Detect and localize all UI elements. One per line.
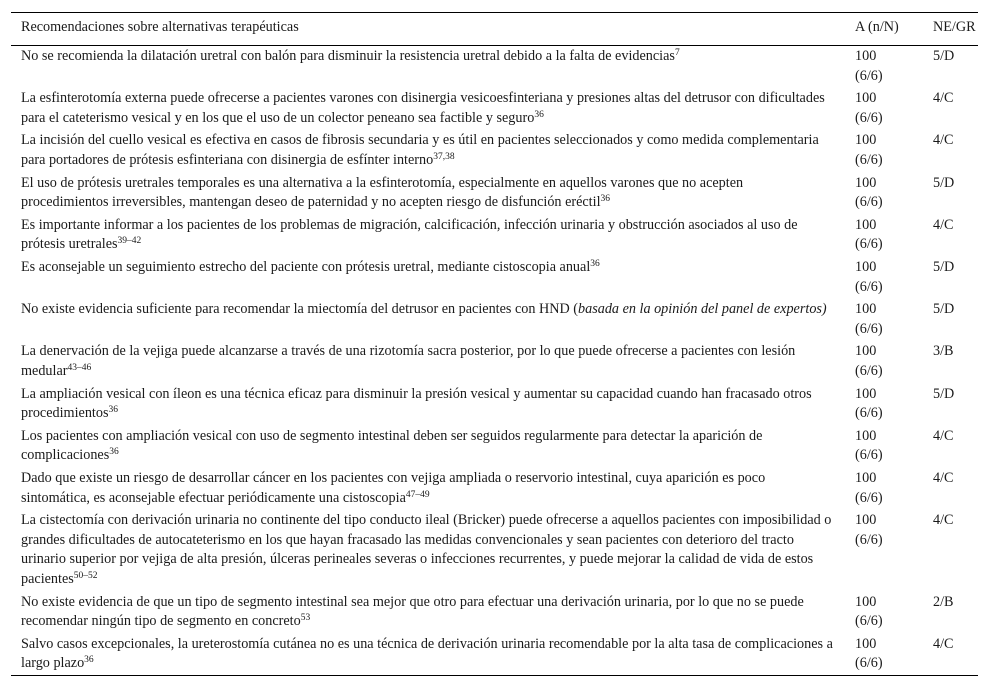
agreement-percent: 100: [855, 174, 877, 191]
agreement-count: (6/6): [855, 405, 883, 422]
agreement-count: (6/6): [855, 613, 883, 630]
table-row: [11, 633, 978, 676]
agreement-percent: 100: [855, 90, 877, 107]
agreement-cell: [845, 425, 923, 467]
agreement-count: (6/6): [855, 109, 883, 126]
recommendation-text: No se recomienda la dilatación uretral con balón para disminuir la resistencia uretral debido a la falta de evidencias: [21, 48, 675, 65]
table-row: [11, 467, 978, 509]
agreement-cell: [845, 45, 923, 88]
table-header: [11, 13, 978, 46]
evidence-grade-cell: 4/C: [933, 90, 954, 107]
evidence-grade-cell: 5/D: [933, 385, 955, 402]
agreement-count: (6/6): [855, 194, 883, 211]
recommendation-cell: [11, 214, 845, 256]
recommendation-text: Dado que existe un riesgo de desarrollar cáncer en los pacientes con vejiga ampliada o reservorio intestinal, cuya aparición es poco sintomática, es aconsejable efectuar periódicamente una cistoscopia: [21, 469, 766, 506]
evidence-grade-cell: 4/C: [933, 427, 954, 444]
table-row: [11, 88, 978, 130]
evidence-grade-cell: 3/B: [933, 343, 954, 360]
agreement-count: (6/6): [855, 489, 883, 506]
reference-superscript: 36: [108, 405, 118, 416]
table-row: [11, 510, 978, 591]
agreement-percent: 100: [855, 301, 877, 318]
agreement-percent: 100: [855, 132, 877, 149]
reference-superscript: 50–52: [73, 570, 98, 581]
reference-superscript: 39–42: [117, 236, 142, 247]
agreement-cell: [845, 510, 923, 591]
recommendation-text: La esfinterotomía externa puede ofrecerse a pacientes varones con disinergia vesicoesfinteriana y presiones altas del detrusor con dificultades para el cateterismo vesical y en los que el uso de un colector peneano sea factible y seguro: [21, 90, 825, 126]
reference-superscript: 36: [600, 194, 611, 205]
reference-superscript: 37,38: [433, 152, 455, 163]
agreement-percent: 100: [855, 343, 877, 360]
reference-superscript: 47–49: [405, 489, 430, 500]
agreement-count: (6/6): [855, 531, 883, 548]
recommendation-text: Es importante informar a los pacientes de los problemas de migración, calcificación, infección urinaria y obstrucción asociados al uso de prótesis uretrales: [21, 216, 798, 253]
agreement-percent: 100: [855, 427, 877, 444]
evidence-grade-cell: 2/B: [933, 593, 954, 610]
reference-superscript: 36: [84, 655, 94, 666]
recommendation-cell: [11, 341, 845, 383]
reference-superscript: 36: [109, 447, 119, 458]
table-row: [11, 341, 978, 383]
recommendation-text: Los pacientes con ampliación vesical con uso de segmento intestinal deben ser seguidos regularmente para detectar la aparición de complicaciones: [21, 427, 763, 464]
recommendation-cell: [11, 383, 845, 425]
reference-superscript: 36: [534, 109, 544, 120]
recommendation-text: La ampliación vesical con íleon es una técnica eficaz para disminuir la presión vesical y aumentar su capacidad cuando han fracasado otros procedimientos: [21, 385, 812, 422]
header-row: [11, 13, 978, 46]
header-agreement: A (n/N): [855, 19, 899, 35]
evidence-grade-cell: 4/C: [933, 469, 954, 486]
evidence-grade-cell: 5/D: [933, 301, 955, 318]
agreement-count: (6/6): [855, 236, 883, 253]
evidence-grade-cell: 5/D: [933, 48, 955, 65]
recommendation-italic: basada en la opinión del panel de expertos): [578, 301, 827, 318]
agreement-cell: [845, 299, 923, 341]
recommendation-text: La cistectomía con derivación urinaria no continente del tipo conducto ileal (Bricker) puede ofrecerse a aquellos pacientes con imposibilidad o grandes dificultades de autocateterismo en los que hayan fracasado las medidas convencionales y sean pacientes con deterioro del tracto urinario superior por vejiga de alta presión, úlceras perineales severas o infecciones recurrentes, y puede mejorar la calidad de vida de estos pacientes: [21, 512, 832, 587]
agreement-cell: [845, 88, 923, 130]
agreement-cell: [845, 591, 923, 633]
recommendation-cell: [11, 130, 845, 172]
agreement-cell: [845, 633, 923, 676]
table-row: [11, 172, 978, 214]
recommendation-text: No existe evidencia suficiente para recomendar la miectomía del detrusor en pacientes con HND (: [21, 301, 579, 318]
recommendation-text: La incisión del cuello vesical es efectiva en casos de fibrosis secundaria y es útil en pacientes seleccionados y como medida complementaria para portadores de prótesis esfinteriana con disinergia de esfínter interno: [21, 132, 819, 169]
agreement-count: (6/6): [855, 67, 883, 84]
table-row: [11, 214, 978, 256]
agreement-count: (6/6): [855, 363, 883, 379]
recommendation-cell: [11, 467, 845, 509]
agreement-count: (6/6): [855, 320, 883, 337]
agreement-cell: [845, 383, 923, 425]
agreement-percent: 100: [855, 469, 877, 486]
evidence-grade-cell: 4/C: [933, 512, 954, 529]
agreement-percent: 100: [855, 512, 877, 529]
agreement-cell: [845, 214, 923, 256]
agreement-percent: 100: [855, 593, 877, 610]
reference-superscript: 43–46: [67, 363, 92, 373]
recommendation-text: La denervación de la vejiga puede alcanzarse a través de una rizotomía sacra posterior, por lo que puede ofrecerse a pacientes con lesión medular: [21, 343, 796, 379]
reference-superscript: 36: [590, 259, 600, 270]
agreement-percent: 100: [855, 385, 877, 402]
agreement-cell: [845, 467, 923, 509]
recommendation-cell: [11, 45, 845, 88]
recommendations-table: [11, 12, 978, 676]
agreement-percent: 100: [855, 216, 877, 233]
table-row: [11, 425, 978, 467]
table-row: [11, 383, 978, 425]
agreement-percent: 100: [855, 635, 877, 652]
evidence-grade-cell: 5/D: [933, 259, 955, 276]
table-row: [11, 591, 978, 633]
evidence-grade-cell: 4/C: [933, 216, 954, 233]
reference-superscript: 7: [674, 48, 680, 59]
header-recommendation: Recomendaciones sobre alternativas terapéuticas: [21, 19, 299, 35]
recommendation-text: Salvo casos excepcionales, la ureterostomía cutánea no es una técnica de derivación urinaria recomendable por la alta tasa de complicaciones a largo plazo: [21, 635, 833, 672]
table-row: [11, 45, 978, 88]
evidence-grade-cell: 4/C: [933, 132, 954, 149]
recommendation-cell: [11, 88, 845, 130]
reference-superscript: 53: [300, 613, 311, 624]
table-body: [11, 45, 978, 676]
agreement-percent: 100: [855, 48, 877, 65]
recommendation-cell: [11, 257, 845, 299]
agreement-count: (6/6): [855, 447, 883, 464]
recommendation-text: Es aconsejable un seguimiento estrecho del paciente con prótesis uretral, mediante cistoscopia anual: [21, 259, 591, 276]
agreement-cell: [845, 257, 923, 299]
recommendation-cell: [11, 633, 845, 676]
recommendation-cell: [11, 425, 845, 467]
recommendation-cell: [11, 299, 845, 341]
agreement-count: (6/6): [855, 278, 883, 295]
recommendation-cell: [11, 172, 845, 214]
agreement-cell: [845, 130, 923, 172]
table-row: [11, 299, 978, 341]
recommendation-cell: [11, 510, 845, 591]
agreement-count: (6/6): [855, 152, 883, 169]
agreement-cell: [845, 341, 923, 383]
agreement-count: (6/6): [855, 655, 883, 672]
evidence-grade-cell: 5/D: [933, 174, 955, 191]
header-evidence: NE/GR: [933, 19, 976, 35]
recommendation-text: El uso de prótesis uretrales temporales es una alternativa a la esfinterotomía, especialmente en aquellos varones que no acepten procedimientos irreversibles, mantengan deseo de paternidad y no acepten riesgo de disfunción eréctil: [21, 174, 744, 211]
agreement-cell: [845, 172, 923, 214]
table-row: [11, 130, 978, 172]
recommendation-text: No existe evidencia de que un tipo de segmento intestinal sea mejor que otro para efectuar una derivación urinaria, por lo que no se puede recomendar ningún tipo de segmento en concreto: [21, 593, 804, 630]
recommendation-cell: [11, 591, 845, 633]
evidence-grade-cell: 4/C: [933, 635, 954, 652]
agreement-percent: 100: [855, 259, 877, 276]
table-row: [11, 257, 978, 299]
